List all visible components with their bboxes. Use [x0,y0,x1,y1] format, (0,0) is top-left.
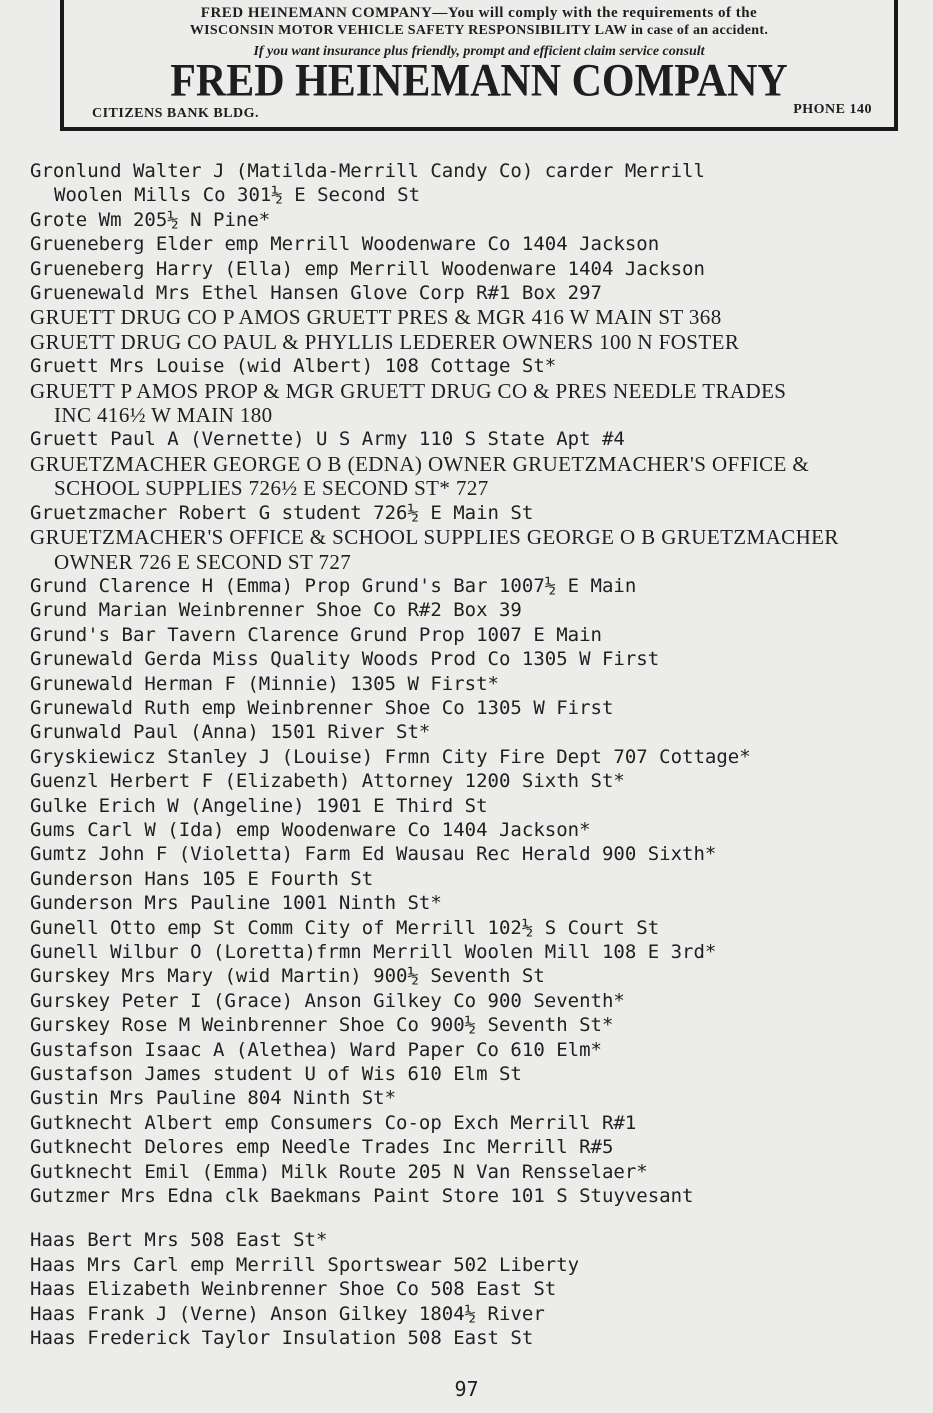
entry-continuation: Woolen Mills Co 301½ E Second St [54,184,421,207]
directory-entry [30,769,920,793]
entry-text: Grunewald Gerda Miss Quality Woods Prod Co 1305 W First [30,648,660,671]
entry-continuation: INC 416½ W MAIN 180 [54,403,273,428]
entry-text: Grunwald Paul (Anna) 1501 River St* [30,721,431,744]
entry-text: Gunderson Mrs Pauline 1001 Ninth St* [30,892,442,915]
directory-entry [30,1326,920,1350]
directory-entry [30,940,920,964]
entry-text: Grueneberg Elder emp Merrill Woodenware Co 1404 Jackson [30,233,660,256]
directory-entry [30,1013,920,1037]
entry-text: Haas Mrs Carl emp Merrill Sportswear 502 Liberty [30,1253,580,1276]
entry-text: GRUETT P AMOS PROP & MGR GRUETT DRUG CO & PRES NEEDLE TRADES [30,378,787,403]
directory-entry [30,379,920,428]
entry-text: Gutknecht Delores emp Needle Trades Inc Merrill R#5 [30,1136,614,1159]
entry-text: Grueneberg Harry (Ella) emp Merrill Woodenware 1404 Jackson [30,257,705,280]
ad-phone: PHONE 140 [793,102,872,117]
directory-entry [30,330,920,354]
directory-entry [30,989,920,1013]
directory-entry [30,427,920,451]
entry-text: Gustafson James student U of Wis 610 Elm St [30,1063,522,1086]
entry-text: Gurskey Rose M Weinbrenner Shoe Co 900½ Seventh St* [30,1014,614,1037]
entry-text: Gunell Wilbur O (Loretta)frmn Merrill Woolen Mill 108 E 3rd* [30,941,717,963]
directory-entry [30,305,920,329]
entry-text: Gruett Mrs Louise (wid Albert) 108 Cottage St* [30,355,557,378]
directory-entry [30,257,920,281]
entry-text: GRUETZMACHER GEORGE O B (EDNA) OWNER GRUETZMACHER'S OFFICE & [30,451,810,476]
directory-entry [30,598,920,622]
ad-address: CITIZENS BANK BLDG. [92,106,260,121]
directory-entry [30,696,920,720]
entry-text: Haas Frederick Taylor Insulation 508 East St [30,1327,534,1350]
entry-text: Gutknecht Emil (Emma) Milk Route 205 N Van Rensselaer* [30,1160,648,1183]
entry-text: Gustafson Isaac A (Alethea) Ward Paper Co 610 Elm* [30,1038,602,1061]
directory-entry [30,281,920,305]
entry-text: Gunell Otto emp St Comm City of Merrill 102½ S Court St [30,916,660,939]
directory-entry [30,647,920,671]
entry-text: Gulke Erich W (Angeline) 1901 E Third St [30,794,488,817]
entry-text: Gutzmer Mrs Edna clk Baekmans Paint Store 101 S Stuyvesant [30,1185,694,1208]
directory-entry [30,1253,920,1277]
directory-entry [30,891,920,915]
entry-text: Haas Frank J (Verne) Anson Gilkey 1804½ River [30,1302,545,1325]
directory-entry [30,1160,920,1184]
directory-entry [30,574,920,598]
entry-text: Gurskey Mrs Mary (wid Martin) 900½ Seventh St [30,965,545,988]
directory-entry [30,916,920,940]
page-number: 97 [454,1377,479,1401]
directory-entry [30,1086,920,1110]
entry-text: GRUETZMACHER'S OFFICE & SCHOOL SUPPLIES GEORGE O B GRUETZMACHER [30,525,839,550]
entry-text: Guenzl Herbert F (Elizabeth) Attorney 1200 Sixth St* [30,770,625,793]
directory-entry [30,720,920,744]
directory-entry [30,501,920,525]
entry-text: Gums Carl W (Ida) emp Woodenware Co 1404 Jackson* [30,818,591,841]
directory-entry [30,452,920,501]
directory-entry [30,232,920,256]
directory-entry [30,159,920,208]
ad-insurance-line: If you want insurance plus friendly, prompt and efficient claim service consult [253,44,705,59]
insurance-advertisement [60,0,898,131]
directory-entry [30,1135,920,1159]
directory-entry [30,623,920,647]
directory-entry [30,1277,920,1301]
directory-entry [30,794,920,818]
entry-text: Gunderson Hans 105 E Fourth St [30,867,374,890]
entry-text: Gumtz John F (Violetta) Farm Ed Wausau Rec Herald 900 Sixth* [30,843,717,866]
directory-entry [30,842,920,866]
entry-continuation: OWNER 726 E SECOND ST 727 [54,549,352,574]
directory-entry [30,354,920,378]
directory-entry [30,1228,920,1252]
directory-entry [30,672,920,696]
entry-text: GRUETT DRUG CO P AMOS GRUETT PRES & MGR 416 W MAIN ST 368 [30,305,722,330]
ad-company-name: FRED HEINEMANN COMPANY [170,55,788,107]
entry-text: Gruenewald Mrs Ethel Hansen Glove Corp R#1 Box 297 [30,282,602,305]
entry-text: Gutknecht Albert emp Consumers Co-op Exch Merrill R#1 [30,1111,637,1134]
directory-entry [30,745,920,769]
entry-text: Gryskiewicz Stanley J (Louise) Frmn City Fire Dept 707 Cottage* [30,745,751,768]
entry-text: Gruett Paul A (Vernette) U S Army 110 S State Apt #4 [30,428,625,451]
directory-entry [30,867,920,891]
directory-entry [30,818,920,842]
entry-text: GRUETT DRUG CO PAUL & PHYLLIS LEDERER OWNERS 100 N FOSTER [30,329,740,354]
directory-entry [30,1111,920,1135]
ad-headline: FRED HEINEMANN COMPANY—You will comply with the requirements of the [200,5,758,21]
directory-entry [30,964,920,988]
directory-entry [30,1062,920,1086]
entry-continuation: SCHOOL SUPPLIES 726½ E SECOND ST* 727 [54,476,489,501]
directory-entry [30,525,920,574]
entry-text: Grund's Bar Tavern Clarence Grund Prop 1007 E Main [30,623,602,646]
entry-text: Grunewald Ruth emp Weinbrenner Shoe Co 1305 W First [30,696,614,719]
entry-text: Haas Elizabeth Weinbrenner Shoe Co 508 East St [30,1278,557,1301]
directory-entry [30,1184,920,1208]
entry-text: Grund Clarence H (Emma) Prop Grund's Bar 1007½ E Main [30,574,637,597]
entry-text: Gruetzmacher Robert G student 726½ E Main St [30,501,534,524]
section-gap [30,1208,920,1228]
directory-listing [30,159,920,1351]
entry-text: Grunewald Herman F (Minnie) 1305 W First* [30,672,499,695]
directory-entry [30,1302,920,1326]
entry-text: Grund Marian Weinbrenner Shoe Co R#2 Box 39 [30,599,522,622]
directory-entry [30,1038,920,1062]
directory-entry [30,208,920,232]
entry-text: Gronlund Walter J (Matilda-Merrill Candy Co) carder Merrill [30,160,705,182]
entry-text: Gustin Mrs Pauline 804 Ninth St* [30,1087,397,1110]
entry-text: Haas Bert Mrs 508 East St* [30,1229,328,1252]
entry-text: Grote Wm 205½ N Pine* [30,208,271,231]
ad-law-line: WISCONSIN MOTOR VEHICLE SAFETY RESPONSIBILITY LAW in case of an accident. [189,23,769,38]
entry-text: Gurskey Peter I (Grace) Anson Gilkey Co 900 Seventh* [30,989,625,1012]
